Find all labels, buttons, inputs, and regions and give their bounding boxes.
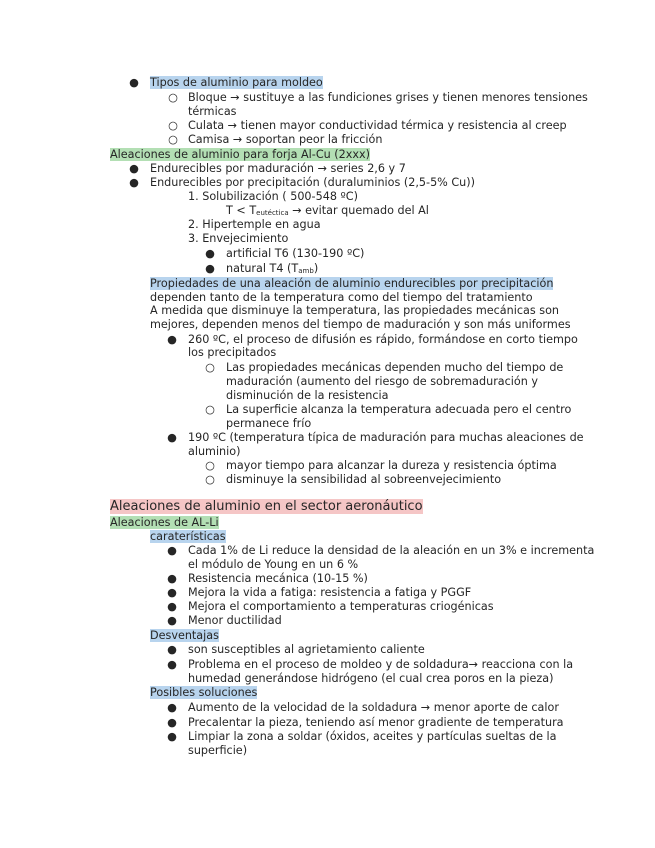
bullet-icon: ○ (205, 403, 215, 416)
bullet-icon: ● (167, 544, 177, 557)
bullet-icon: ● (167, 730, 177, 743)
numbered-item: 3. Envejecimiento (188, 232, 289, 245)
list-item: La superficie alcanza la temperatura adecuada pero el centro (226, 403, 572, 416)
section-heading-moldeo: Tipos de aluminio para moldeo (150, 76, 323, 89)
list-item-continuation: humedad generándose hidrógeno (el cual crea poros en la pieza) (188, 672, 554, 685)
list-item: Problema en el proceso de moldeo y de soldadura→ reacciona con la (188, 658, 574, 671)
bullet-icon: ● (167, 614, 177, 627)
list-item: Aumento de la velocidad de la soldadura → menor aporte de calor (188, 701, 559, 714)
list-item-continuation: disminución de la resistencia (226, 389, 389, 402)
paragraph-line: A medida que disminuye la temperatura, las propiedades mecánicas son (150, 304, 560, 317)
list-item: 260 ºC, el proceso de difusión es rápido, formándose en corto tiempo (188, 333, 578, 346)
list-item-continuation: el módulo de Young en un 6 % (188, 558, 359, 571)
list-item: Resistencia mecánica (10-15 %) (188, 572, 368, 585)
bullet-icon: ○ (168, 119, 178, 132)
bullet-icon: ○ (168, 133, 178, 146)
list-item-continuation: permanece frío (226, 417, 312, 430)
list-item: Culata → tienen mayor conductividad térmica y resistencia al creep (188, 119, 567, 132)
list-item: Mejora el comportamiento a temperaturas criogénicas (188, 600, 494, 613)
bullet-icon: ● (167, 600, 177, 613)
list-item: mayor tiempo para alcanzar la dureza y resistencia óptima (226, 459, 557, 472)
label-desventajas: Desventajas (150, 629, 219, 642)
bullet-icon: ● (167, 586, 177, 599)
section-heading-propiedades: Propiedades de una aleación de aluminio endurecibles por precipitación (150, 277, 554, 290)
bullet-icon: ● (129, 162, 139, 175)
bullet-icon: ○ (205, 459, 215, 472)
bullet-icon: ● (167, 333, 177, 346)
list-item: Limpiar la zona a soldar (óxidos, aceites y partículas sueltas de la (188, 730, 557, 743)
section-heading-forja: Aleaciones de aluminio para forja Al-Cu (2xxx) (110, 148, 371, 161)
list-item: Endurecibles por maduración → series 2,6 y 7 (150, 162, 406, 175)
list-item: Endurecibles por precipitación (duraluminios (2,5-5% Cu)) (150, 176, 475, 189)
bullet-icon: ● (167, 431, 177, 444)
bullet-icon: ● (167, 572, 177, 585)
paragraph-line: mejores, dependen menos del tiempo de maduración y son más uniformes (150, 318, 571, 331)
list-item: Camisa → soportan peor la fricción (188, 133, 383, 146)
label-soluciones: Posibles soluciones (150, 686, 258, 699)
paragraph-line: dependen tanto de la temperatura como del tiempo del tratamiento (150, 291, 533, 304)
bullet-icon: ● (167, 716, 177, 729)
list-item: natural T4 $(T_{amb})$ (226, 262, 319, 275)
list-item: 190 ºC (temperatura típica de maduración para muchas aleaciones de (188, 431, 584, 444)
bullet-icon: ● (129, 76, 139, 89)
bullet-icon: ● (205, 262, 215, 275)
label-caracteristicas: caraterísticas (150, 530, 226, 543)
list-item: Precalentar la pieza, teniendo así menor gradiente de temperatura (188, 716, 564, 729)
list-item: disminuye la sensibilidad al sobreenvejecimiento (226, 473, 502, 486)
list-item-continuation: maduración (aumento del riesgo de sobremaduración y (226, 375, 539, 388)
subsection-heading-alli: Aleaciones de AL-Li (110, 516, 219, 529)
list-item-continuation: los precipitados (188, 346, 277, 359)
bullet-icon: ○ (168, 91, 178, 104)
list-item-continuation: térmicas (188, 105, 237, 118)
list-item: artificial T6 (130-190 ºC) (226, 247, 365, 260)
bullet-icon: ● (205, 247, 215, 260)
bullet-icon: ● (167, 658, 177, 671)
list-item: Cada 1% de Li reduce la densidad de la aleación en un 3% e incrementa (188, 544, 595, 557)
list-item: Las propiedades mecánicas dependen mucho del tiempo de (226, 361, 564, 374)
list-item-continuation: superficie) (188, 744, 248, 757)
section-heading-aero: Aleaciones de aluminio en el sector aeronáutico (110, 499, 423, 514)
list-item: Mejora la vida a fatiga: resistencia a fatiga y PGGF (188, 586, 472, 599)
bullet-icon: ● (167, 643, 177, 656)
bullet-icon: ● (129, 176, 139, 189)
list-item: Bloque → sustituye a las fundiciones grises y tienen menores tensiones (188, 91, 588, 104)
bullet-icon: ○ (205, 361, 215, 374)
eutectic-condition: $T < T_{eutéctica}$ → evitar quemado del Al (226, 204, 429, 217)
list-item-continuation: aluminio) (188, 445, 241, 458)
numbered-item: 1. Solubilización ( 500-548 ºC) (188, 190, 358, 203)
bullet-icon: ○ (205, 473, 215, 486)
list-item: son susceptibles al agrietamiento caliente (188, 643, 425, 656)
bullet-icon: ● (167, 701, 177, 714)
numbered-item: 2. Hipertemple en agua (188, 218, 321, 231)
list-item: Menor ductilidad (188, 614, 282, 627)
